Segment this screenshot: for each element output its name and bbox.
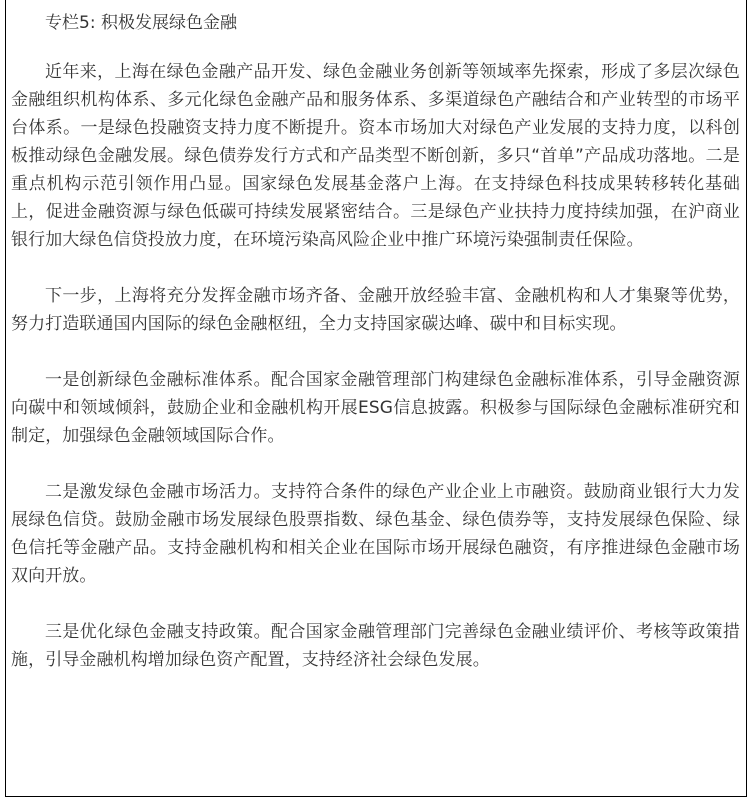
paragraph-standards: 一是创新绿色金融标准体系。配合国家金融管理部门构建绿色金融标准体系，引导金融资源向碳中和领域倾斜，鼓励企业和金融机构开展ESG信息披露。积极参与国际绿色金融标准研究和制定，加强绿色金融领域国际合作。: [11, 370, 740, 446]
box-title: 专栏5: 积极发展绿色金融: [45, 13, 237, 33]
policy-box: [5, 0, 747, 797]
paragraph-next-step: 下一步，上海将充分发挥金融市场齐备、金融开放经验丰富、金融机构和人才集聚等优势，努力打造联通国内国际的绿色金融枢纽，全力支持国家碳达峰、碳中和目标实现。: [11, 286, 740, 334]
paragraph-policy: 三是优化绿色金融支持政策。配合国家金融管理部门完善绿色金融业绩评价、考核等政策措施，引导金融机构增加绿色资产配置，支持经济社会绿色发展。: [11, 622, 740, 670]
paragraph-market: 二是激发绿色金融市场活力。支持符合条件的绿色产业企业上市融资。鼓励商业银行大力发展绿色信贷。鼓励金融市场发展绿色股票指数、绿色基金、绿色债券等，支持发展绿色保险、绿色信托等金融产品。支持金融机构和相关企业在国际市场开展绿色融资，有序推进绿色金融市场双向开放。: [11, 482, 740, 586]
paragraph-overview: 近年来，上海在绿色金融产品开发、绿色金融业务创新等领域率先探索，形成了多层次绿色金融组织机构体系、多元化绿色金融产品和服务体系、多渠道绿色产融结合和产业转型的市场平台体系。一是绿色投融资支持力度不断提升。资本市场加大对绿色产业发展的支持力度，以科创板推动绿色金融发展。绿色债券发行方式和产品类型不断创新，多只“首单”产品成功落地。二是重点机构示范引领作用凸显。国家绿色发展基金落户上海。在支持绿色科技成果转移转化基础上，促进金融资源与绿色低碳可持续发展紧密结合。三是绿色产业扶持力度持续加强，在沪商业银行加大绿色信贷投放力度，在环境污染高风险企业中推广环境污染强制责任保险。: [11, 62, 740, 250]
